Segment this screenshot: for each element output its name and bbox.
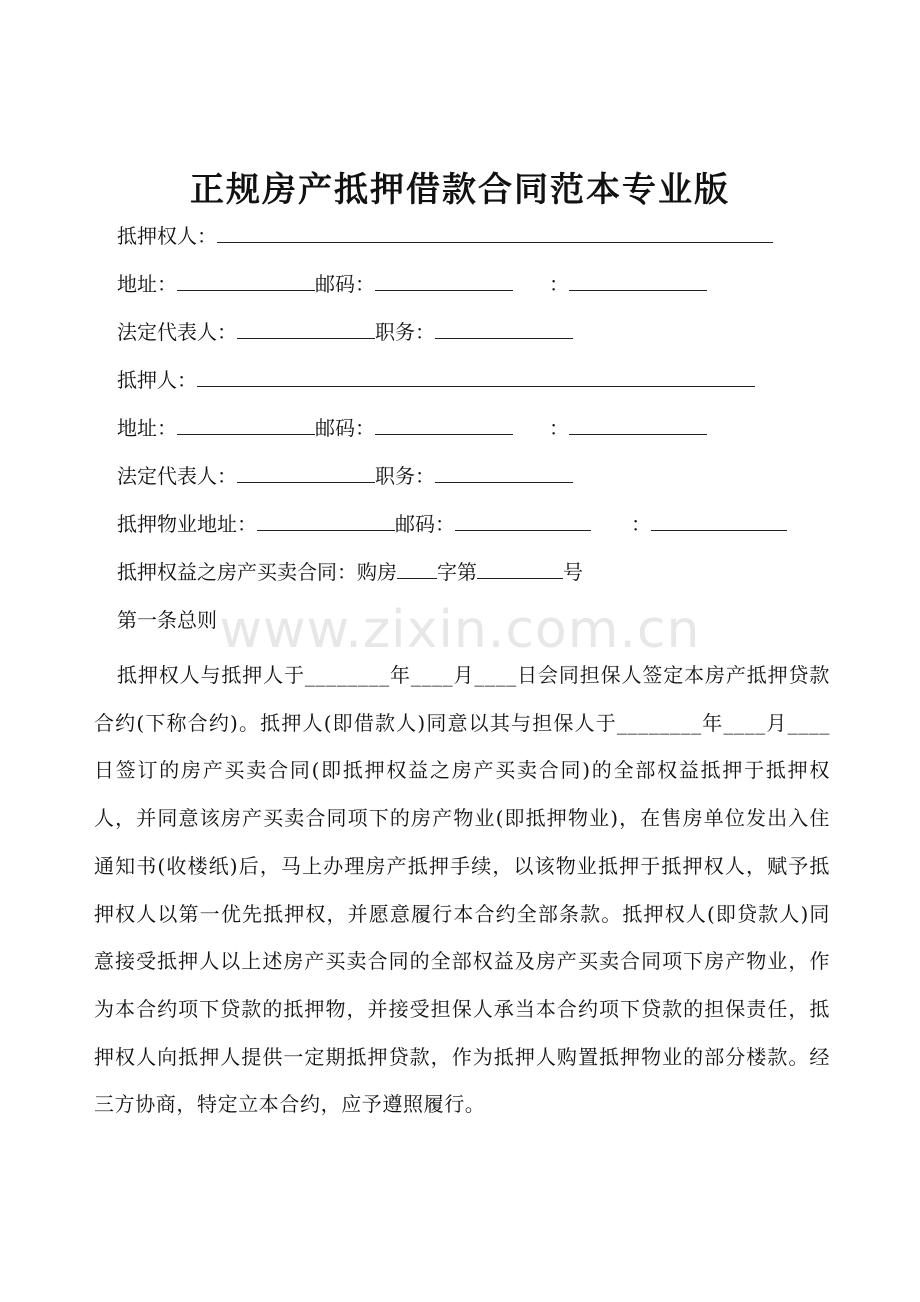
property-phone-blank[interactable] <box>651 510 787 531</box>
mortgagee-label: 抵押权人： <box>117 224 217 248</box>
mortgagor-address-line <box>117 414 707 442</box>
property-contract-label: 抵押权益之房产买卖合同：购房 <box>117 560 397 584</box>
section-1-paragraph: 抵押权人与抵押人于________年____月____日会同担保人签定本房产抵押贷款合约(下称合约)。抵押人(即借款人)同意以其与担保人于________年____月____日签订的房产买卖合同(即抵押权益之房产买卖合同)的全部权益抵押于抵押权人，并同意该房产买卖合同项下的房产物业(即抵押物业)，在售房单位发出入住通知书(收楼纸)后，马上办理房产抵押手续，以该物业抵押于抵押权人，赋予抵押权人以第一优先抵押权，并愿意履行本合约全部条款。抵押权人(即贷款人)同意接受抵押人以上述房产买卖合同的全部权益及房产买卖合同项下房产物业，作为本合约项下贷款的抵押物，并接受担保人承当本合约项下贷款的担保责任，抵押权人向抵押人提供一定期抵押贷款，作为抵押人购置抵押物业的部分楼款。经三方协商，特定立本合约，应予遵照履行。 <box>94 663 830 1117</box>
mortgagor-phone-blank[interactable] <box>569 414 707 435</box>
watermark: www.zixin.com.cn <box>219 600 701 660</box>
mortgagee-address-blank[interactable] <box>177 270 315 291</box>
mortgagee-position-blank[interactable] <box>435 318 573 339</box>
mortgagee-rep-line <box>117 318 573 346</box>
mortgagee-phone-blank[interactable] <box>569 270 707 291</box>
mortgagor-blank[interactable] <box>197 366 755 387</box>
property-contract-char-blank[interactable] <box>397 558 437 579</box>
mortgagor-phone-label: ： <box>549 416 569 440</box>
section-heading: 第一条总则 <box>117 608 217 632</box>
mortgagor-rep-blank[interactable] <box>237 462 375 483</box>
mortgagor-line <box>117 366 755 394</box>
mortgagor-postcode-label: 邮码： <box>315 416 375 440</box>
property-char-label: 字第 <box>437 560 477 584</box>
mortgagee-address-label: 地址： <box>117 272 177 296</box>
mortgagor-position-label: 职务： <box>375 464 435 488</box>
property-address-label: 抵押物业地址： <box>117 512 257 536</box>
mortgagee-address-line <box>117 270 707 298</box>
mortgagee-rep-blank[interactable] <box>237 318 375 339</box>
mortgagee-postcode-blank[interactable] <box>375 270 513 291</box>
mortgagee-line <box>117 222 773 250</box>
mortgagor-label: 抵押人： <box>117 368 197 392</box>
mortgagee-position-label: 职务： <box>375 320 435 344</box>
mortgagor-rep-label: 法定代表人： <box>117 464 237 488</box>
mortgagor-rep-line <box>117 462 573 490</box>
mortgagor-address-blank[interactable] <box>177 414 315 435</box>
mortgagor-postcode-blank[interactable] <box>375 414 513 435</box>
mortgagor-position-blank[interactable] <box>435 462 573 483</box>
property-postcode-blank[interactable] <box>455 510 591 531</box>
property-address-line <box>117 510 787 538</box>
property-contract-number-blank[interactable] <box>477 558 563 579</box>
property-postcode-label: 邮码： <box>395 512 455 536</box>
page-title: 正规房产抵押借款合同范本专业版 <box>190 170 730 210</box>
mortgagee-rep-label: 法定代表人： <box>117 320 237 344</box>
mortgagee-phone-label: ： <box>549 272 569 296</box>
property-phone-label: ： <box>631 512 651 536</box>
property-address-blank[interactable] <box>257 510 395 531</box>
mortgagee-blank[interactable] <box>217 222 773 243</box>
mortgagor-address-label: 地址： <box>117 416 177 440</box>
property-number-label: 号 <box>563 560 583 584</box>
mortgagee-postcode-label: 邮码： <box>315 272 375 296</box>
property-contract-line <box>117 558 583 586</box>
